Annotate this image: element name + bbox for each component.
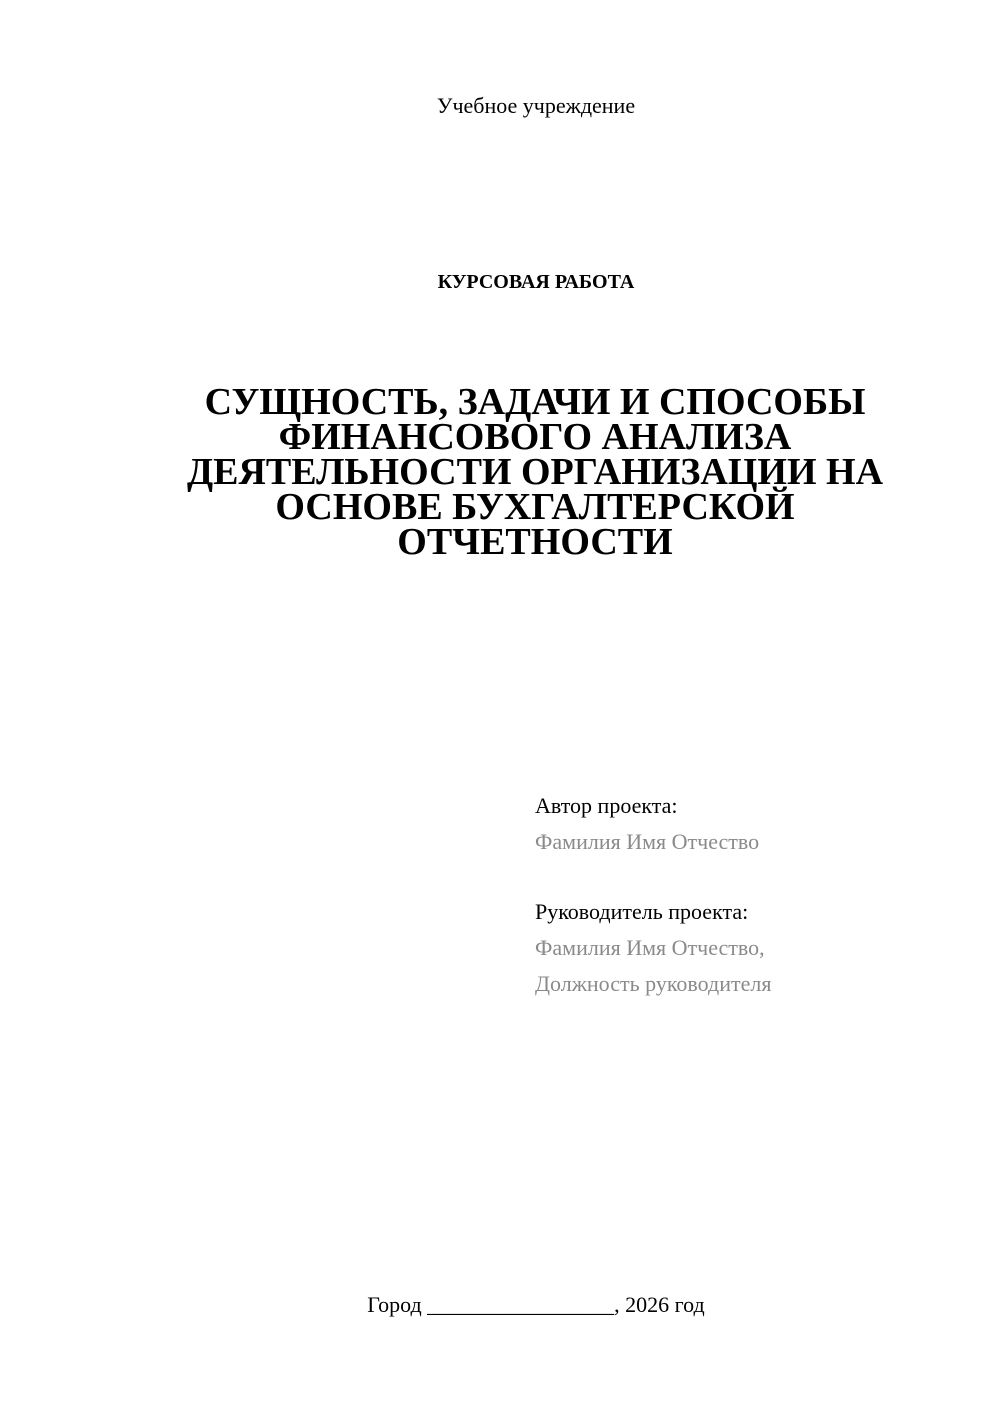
supervisor-label: Руководитель проекта: (535, 899, 749, 924)
spacer (535, 860, 975, 894)
title-line: ДЕЯТЕЛЬНОСТИ ОРГАНИЗАЦИИ НА (186, 451, 884, 493)
document-title (170, 381, 900, 563)
city-year-line: Город _________________, 2026 год (367, 1292, 705, 1317)
credits-block (535, 788, 975, 1002)
supervisor-name: Фамилия Имя Отчество, (535, 935, 765, 960)
title-line: ОТЧЕТНОСТИ (397, 521, 673, 563)
author-label: Автор проекта: (535, 793, 678, 818)
document-type: КУРСОВАЯ РАБОТА (437, 271, 635, 293)
supervisor-position: Должность руководителя (535, 971, 772, 996)
institution-name: Учебное учреждение (436, 93, 636, 118)
title-line: ОСНОВЕ БУХГАЛТЕРСКОЙ (275, 486, 795, 528)
title-line: СУЩНОСТЬ, ЗАДАЧИ И СПОСОБЫ (204, 381, 866, 423)
author-name: Фамилия Имя Отчество (535, 829, 760, 854)
title-line: ФИНАНСОВОГО АНАЛИЗА (278, 416, 792, 458)
